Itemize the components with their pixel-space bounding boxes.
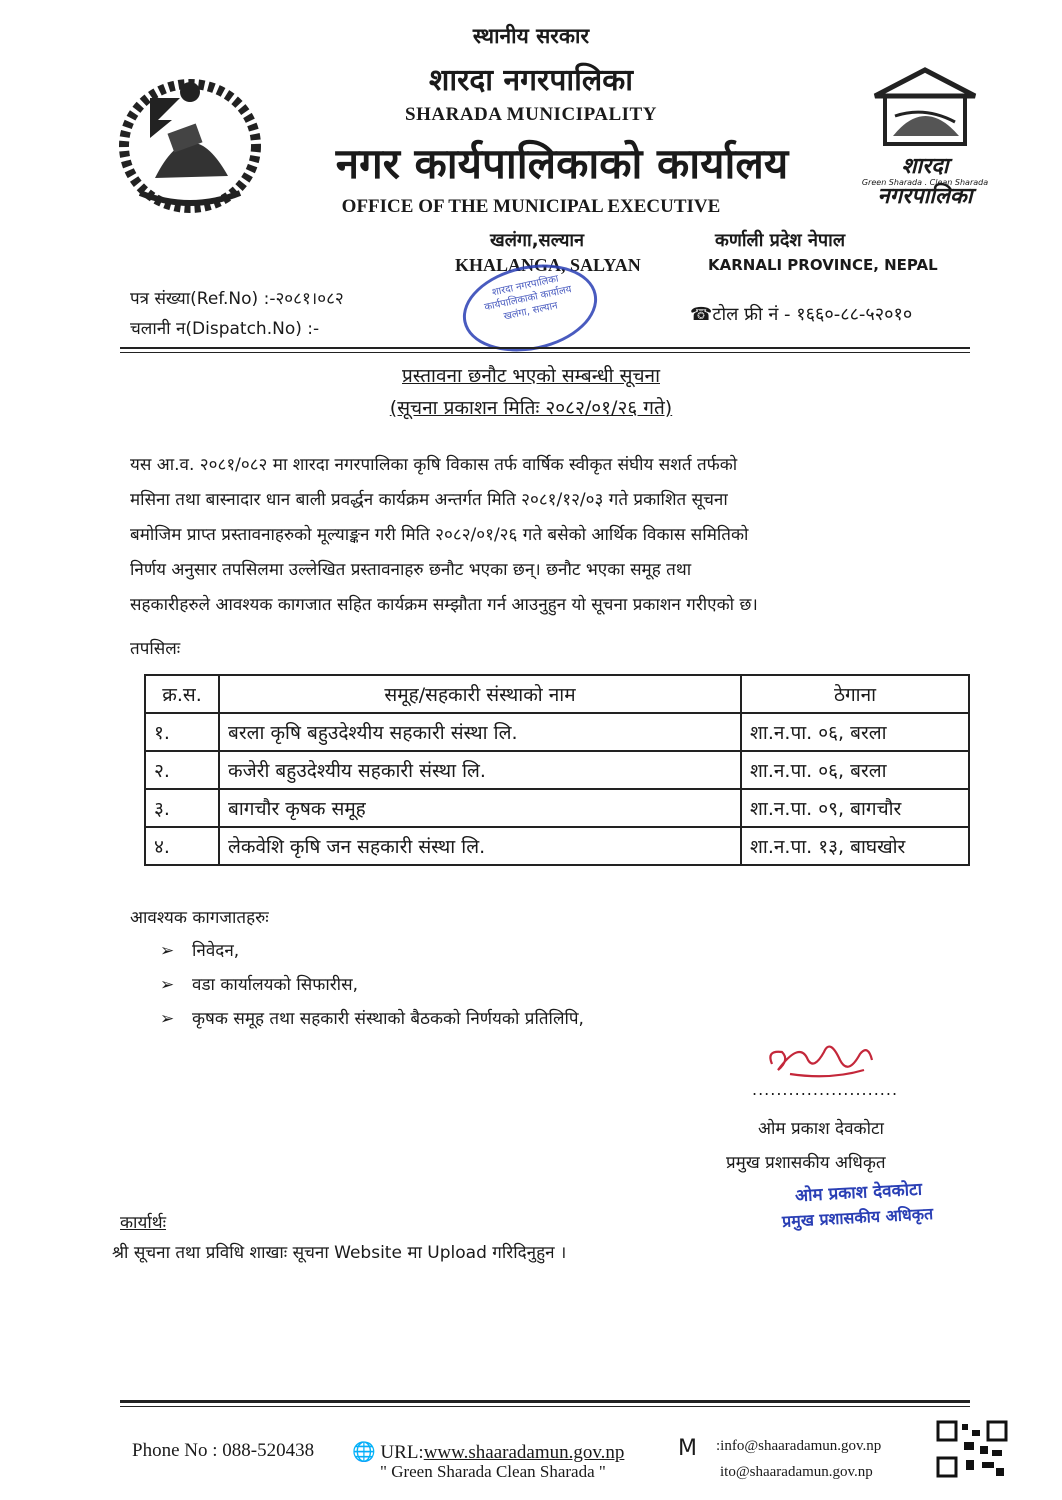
cell-sn: ३. [145,789,219,827]
cell-sn: १. [145,713,219,751]
table-row [145,713,969,751]
gov-label: स्थानीय सरकार [472,24,590,48]
document-item: वडा कार्यालयको सिफारीस, [192,975,358,995]
col-header-address: ठेगाना [741,675,969,713]
footer-slogan: " Green Sharada Clean Sharada " [380,1462,606,1481]
dispatch-no: चलानी न(Dispatch.No) :- [130,319,320,339]
footer-divider [120,1400,970,1403]
footer-phone: Phone No : 088-520438 [132,1440,315,1461]
table-header-row [145,675,969,713]
arrow-bullet-icon: ➢ [160,975,175,995]
municipality-name-np: शारदा नगरपालिका [428,63,634,98]
designation-stamp: प्रमुख प्रशासकीय अधिकृत [781,1204,934,1231]
col-header-name: समूह/सहकारी संस्थाको नाम [219,675,741,713]
cell-address: शा.न.पा. ०६, बरला [741,713,969,751]
col-header-sn: क्र.स. [145,675,219,713]
list-item [160,972,358,995]
documents-label: आवश्यक कागजातहरुः [130,908,269,928]
cell-name: कजेरी बहुउदेश्यीय सहकारी संस्था लि. [219,751,741,789]
signatory-name: ओम प्रकाश देवकोटा [758,1119,884,1139]
province-np: कर्णाली प्रदेश नेपाल [715,230,846,251]
sharada-logo-icon [855,66,995,209]
notice-title: प्रस्तावना छनौट भएको सम्बन्धी सूचना [402,365,660,387]
signature-line: ........................ [752,1080,899,1099]
qr-code-icon [936,1420,1008,1478]
province-en: KARNALI PROVINCE, NEPAL [708,256,938,274]
cell-name: बरला कृषि बहुउदेश्यीय सहकारी संस्था लि. [219,713,741,751]
signature-image [760,1030,880,1086]
footer-email-primary[interactable]: :info@shaaradamun.gov.np [716,1438,882,1454]
body-line: निर्णय अनुसार तपसिलमा उल्लेखित प्रस्तावनाहरु छनौट भएका छन्। छनौट भएका समूह तथा [130,560,692,580]
municipality-name-en: SHARADA MUNICIPALITY [405,104,657,125]
cell-address: शा.न.पा. १३, बाघखोर [741,827,969,865]
body-line: मसिना तथा बास्नादार धान बाली प्रवर्द्धन कार्यक्रम अन्तर्गत मिति २०८१/१२/०३ गते प्रकाशित सूचना [130,490,728,510]
table-row [145,827,969,865]
logo-text: शारदा नगरपालिका [877,154,973,209]
footer-divider-thin [120,1406,970,1407]
mail-icon: M [678,1436,697,1461]
cell-name: बागचौर कृषक समूह [219,789,741,827]
table-row [145,789,969,827]
toll-free-number: ☎टोल फ्री नं - १६६०-८८-५२०१० [690,304,913,325]
signatory-designation: प्रमुख प्रशासकीय अधिकृत [726,1153,886,1173]
cell-name: लेकवेशि कृषि जन सहकारी संस्था लि. [219,827,741,865]
action-text: श्री सूचना तथा प्रविधि शाखाः सूचना Website मा Upload गरिदिनुहुन । [112,1243,567,1263]
cell-address: शा.न.पा. ०९, बागचौर [741,789,969,827]
cell-sn: २. [145,751,219,789]
selected-groups-table [144,674,970,866]
header-divider-thin [120,352,970,353]
arrow-bullet-icon: ➢ [160,941,175,961]
url-label: URL: [380,1442,424,1463]
cell-address: शा.न.पा. ०६, बरला [741,751,969,789]
footer-email-secondary[interactable]: ito@shaaradamun.gov.np [720,1464,873,1480]
notice-subtitle: (सूचना प्रकाशन मितिः २०८२/०१/२६ गते) [389,397,673,419]
office-title-en: OFFICE OF THE MUNICIPAL EXECUTIVE [341,196,721,217]
list-item [160,1006,584,1029]
location-en: KHALANGA, SALYAN [455,255,641,275]
logo-slogan: Green Sharada . Clean Sharada [861,178,989,187]
location-np: खलंगा,सल्यान [490,230,585,251]
name-stamp: ओम प्रकाश देवकोटा [794,1179,923,1207]
table-row [145,751,969,789]
list-item [160,938,239,961]
tapasil-label: तपसिलः [130,639,181,659]
body-line: सहकारीहरुले आवश्यक कागजात सहित कार्यक्रम सम्झौता गर्न आउनुहुन यो सूचना प्रकाशन गरीएको छ। [130,595,758,615]
body-line: बमोजिम प्राप्त प्रस्तावनाहरुको मूल्याङ्कन गरी मिति २०८२/०१/२६ गते बसेको आर्थिक विकास समितिको [130,525,749,545]
globe-icon: 🌐 [352,1442,376,1463]
document-item: निवेदन, [192,941,240,961]
arrow-bullet-icon: ➢ [160,1009,175,1029]
ref-no: पत्र संख्या(Ref.No) :-२०८१।०८२ [130,289,344,309]
document-item: कृषक समूह तथा सहकारी संस्थाको बैठकको निर्णयको प्रतिलिपि, [192,1009,584,1029]
cell-sn: ४. [145,827,219,865]
action-label: कार्यार्थः [120,1213,167,1233]
notice-body [130,448,970,623]
header-divider [120,347,970,349]
office-title-np: नगर कार्यपालिकाको कार्यालय [335,139,789,188]
footer-url-block [352,1440,624,1464]
body-line: यस आ.व. २०८१/०८२ मा शारदा नगरपालिका कृषि विकास तर्फ वार्षिक स्वीकृत संघीय सशर्त तर्फको [130,455,738,475]
nepal-emblem-icon [110,68,270,216]
office-stamp: शारदा नगरपालिका कार्यपालिकाको कार्यालय खलंगा, सल्यान [455,253,605,363]
website-link[interactable]: www.shaaradamun.gov.np [423,1442,625,1463]
